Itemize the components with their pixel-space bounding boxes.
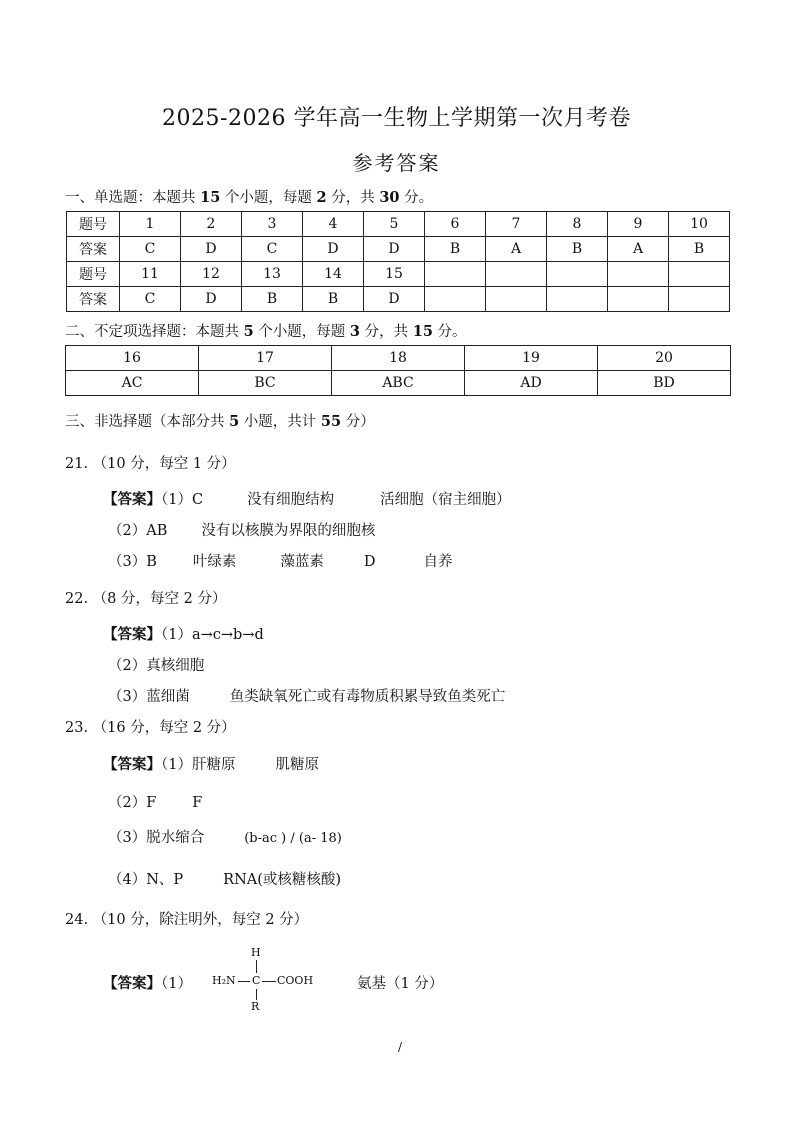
q24-answer-line-1-suffix: 氨基（1 分） (357, 976, 444, 992)
table-cell: BD (598, 371, 731, 396)
table-cell: 4 (303, 212, 364, 237)
q23-header: 23. （16 分，每空 2 分） (65, 720, 236, 736)
table-cell: A (486, 237, 547, 262)
formula-center-atom: C (252, 974, 261, 987)
formula-bond (262, 981, 276, 982)
q23-answer-line-2: （2）F F (108, 795, 203, 811)
formula-bond (238, 981, 250, 982)
section3-heading: 三、非选择题（本部分共 5 小题，共计 55 分） (65, 413, 375, 430)
q23-answer-line-4: （4）N、P RNA(或核糖核酸) (108, 872, 342, 888)
answer-tag: 【答案】 (103, 975, 161, 992)
table-cell (669, 287, 730, 312)
table-cell: D (181, 287, 242, 312)
answer-tag: 【答案】 (103, 626, 161, 643)
q22-answer-line-2: （2）真核细胞 (108, 658, 205, 674)
table-row (67, 237, 730, 262)
table-row (67, 212, 730, 237)
table-cell: 3 (242, 212, 303, 237)
table-cell: 7 (486, 212, 547, 237)
table-cell (425, 262, 486, 287)
table-cell: 14 (303, 262, 364, 287)
q21-header: 21. （10 分，每空 1 分） (65, 456, 236, 472)
table-cell: ABC (332, 371, 465, 396)
answer-tag: 【答案】 (103, 756, 161, 773)
table-cell: D (364, 237, 425, 262)
table-cell: 12 (181, 262, 242, 287)
table-cell (608, 262, 669, 287)
q22-answer-line-3: （3）蓝细菌 鱼类缺氧死亡或有毒物质积累导致鱼类死亡 (108, 689, 506, 705)
q22-header: 22. （8 分，每空 2 分） (65, 591, 227, 607)
table-cell (547, 287, 608, 312)
table-cell: D (364, 287, 425, 312)
table-cell: D (181, 237, 242, 262)
table-cell: 19 (465, 346, 598, 371)
formula-right-group: COOH (277, 974, 314, 987)
table-cell: B (303, 287, 364, 312)
table-cell: 18 (332, 346, 465, 371)
row-label-question: 题号 (67, 262, 120, 287)
page-number: / (398, 1040, 403, 1054)
table-cell (486, 287, 547, 312)
table-cell (486, 262, 547, 287)
formula-top-atom: H (251, 946, 261, 959)
table-cell: 2 (181, 212, 242, 237)
q22-answer-line-1: 【答案】（1）a→c→b→d (103, 626, 264, 643)
table-cell: 9 (608, 212, 669, 237)
table-cell: 17 (199, 346, 332, 371)
table-cell: B (425, 237, 486, 262)
table-cell (425, 287, 486, 312)
formula-left-group: H₂N (212, 974, 236, 987)
table-cell: 1 (120, 212, 181, 237)
table-cell: C (242, 237, 303, 262)
row-label-answer: 答案 (67, 237, 120, 262)
table-row (66, 346, 731, 371)
formula-bottom-group: R (251, 1000, 260, 1013)
table-cell: C (120, 237, 181, 262)
table-cell: 10 (669, 212, 730, 237)
table-cell: 11 (120, 262, 181, 287)
table-cell (608, 287, 669, 312)
formula-bond (256, 989, 257, 1000)
table-cell: AD (465, 371, 598, 396)
table-cell: C (120, 287, 181, 312)
table-cell (669, 262, 730, 287)
multi-choice-answer-table (65, 345, 731, 396)
q21-answer-line-1: 【答案】（1）C 没有细胞结构 活细胞（宿主细胞） (103, 491, 511, 508)
table-row (67, 262, 730, 287)
q24-answer-line-1-prefix: 【答案】（1） (103, 975, 192, 992)
document-title: 2025-2026 学年高一生物上学期第一次月考卷 (162, 106, 631, 131)
table-cell: B (669, 237, 730, 262)
q24-header: 24. （10 分，除注明外，每空 2 分） (65, 912, 309, 928)
single-choice-answer-table (66, 211, 730, 312)
table-cell: AC (66, 371, 199, 396)
table-cell (547, 262, 608, 287)
table-cell: D (303, 237, 364, 262)
formula-bond (256, 960, 257, 973)
table-cell: 20 (598, 346, 731, 371)
q21-answer-line-2: （2）AB 没有以核膜为界限的细胞核 (108, 523, 376, 539)
q21-answer-line-3: （3）B 叶绿素 藻蓝素 D 自养 (108, 554, 453, 570)
table-row (66, 371, 731, 396)
table-cell: A (608, 237, 669, 262)
row-label-question: 题号 (67, 212, 120, 237)
table-cell: 6 (425, 212, 486, 237)
row-label-answer: 答案 (67, 287, 120, 312)
table-cell: B (547, 237, 608, 262)
q23-answer-line-3: （3）脱水缩合 (b-ac ) / (a- 18) (108, 830, 342, 846)
answer-tag: 【答案】 (103, 491, 161, 508)
section2-heading: 二、不定项选择题：本题共 5 个小题，每题 3 分，共 15 分。 (65, 323, 467, 340)
q23-answer-line-1: 【答案】（1）肝糖原 肌糖原 (103, 756, 319, 773)
table-cell: BC (199, 371, 332, 396)
table-cell: B (242, 287, 303, 312)
table-cell: 13 (242, 262, 303, 287)
table-cell: 5 (364, 212, 425, 237)
table-row (67, 287, 730, 312)
table-cell: 8 (547, 212, 608, 237)
document-subtitle: 参考答案 (352, 151, 441, 175)
table-cell: 16 (66, 346, 199, 371)
section1-heading: 一、单选题：本题共 15 个小题，每题 2 分，共 30 分。 (65, 189, 434, 206)
table-cell: 15 (364, 262, 425, 287)
